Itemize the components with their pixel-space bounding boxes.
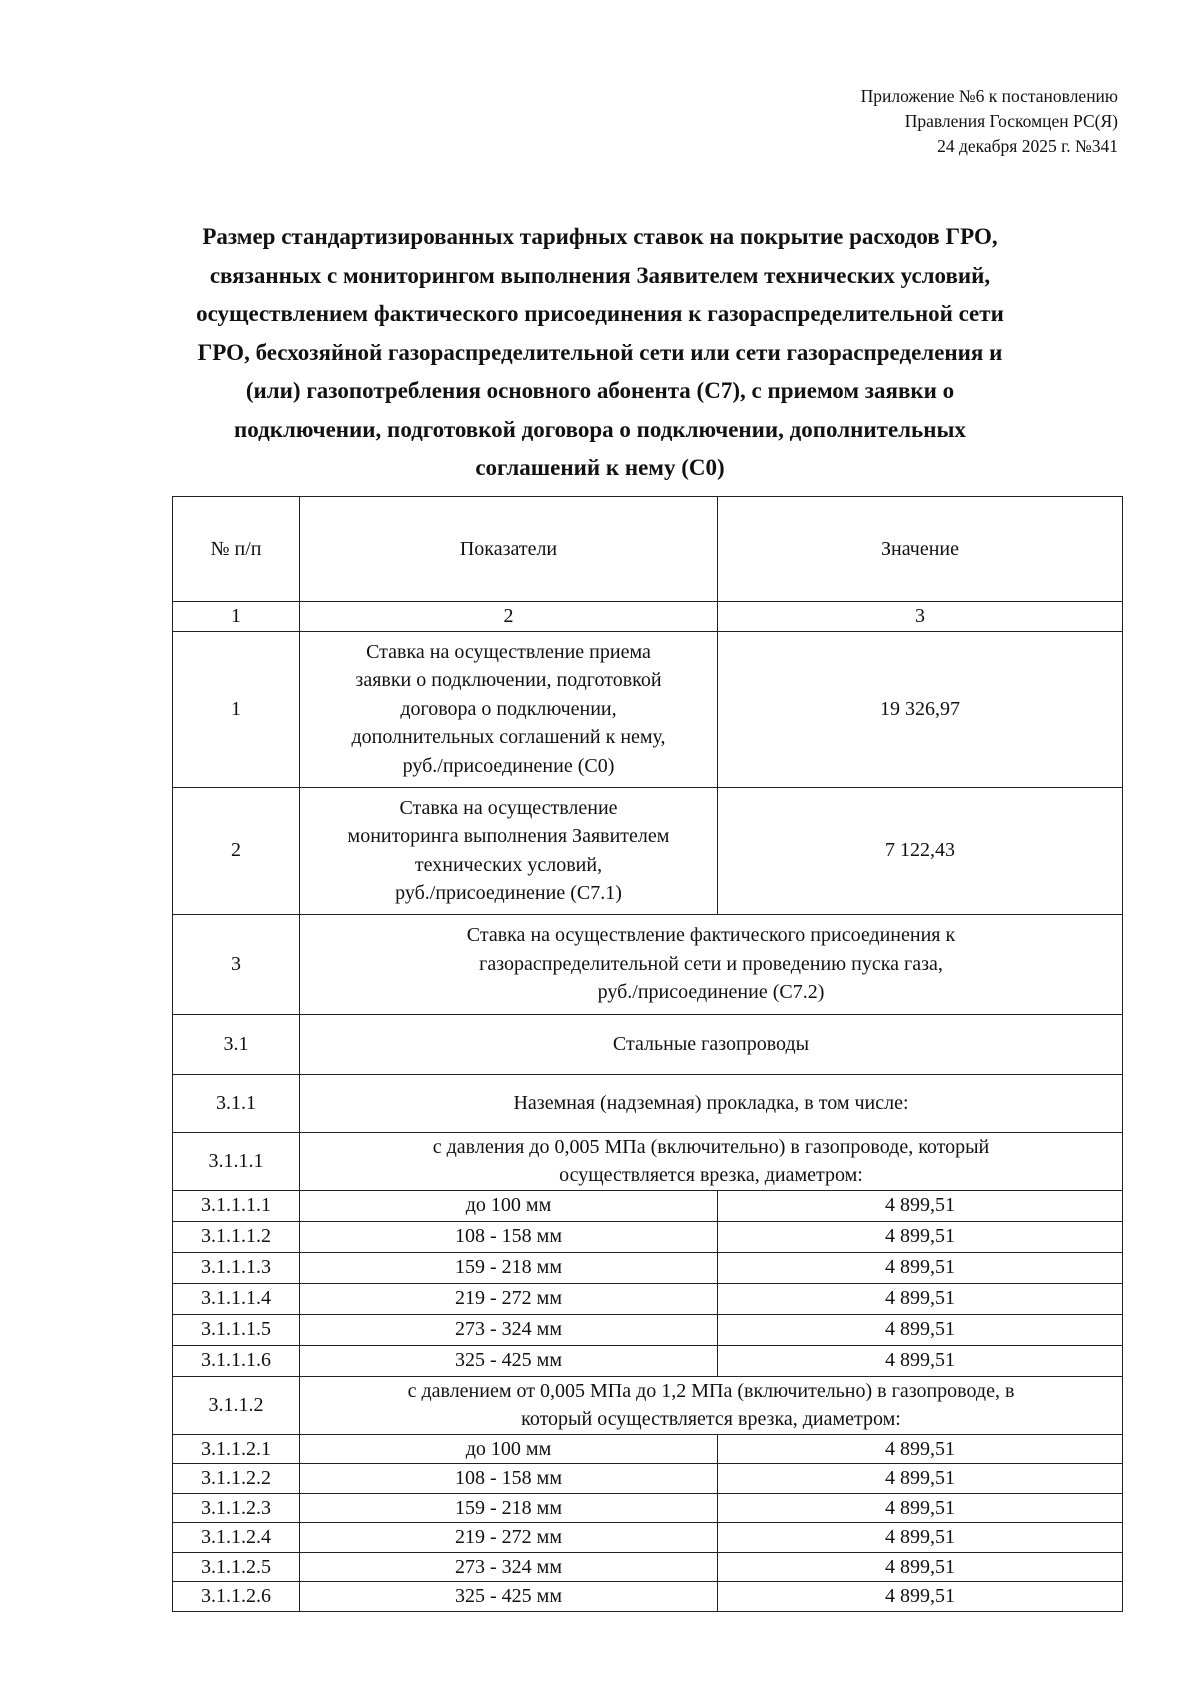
section-line: осуществляется врезка, диаметром: — [559, 1164, 863, 1186]
row-number: 3.1.1.1.2 — [173, 1221, 300, 1252]
table-row — [173, 1582, 1123, 1612]
column-header-value: Значение — [718, 497, 1123, 602]
indicator-line: мониторинга выполнения Заявителем — [347, 825, 670, 847]
row-number: 2 — [173, 787, 300, 914]
indicator-line: руб./присоединение (С0) — [402, 754, 615, 777]
table-row — [173, 1221, 1123, 1252]
row-number: 3.1.1.1.1 — [173, 1190, 300, 1221]
row-number: 3 — [173, 914, 300, 1014]
diameter-label: 108 - 158 мм — [300, 1221, 718, 1252]
section-row — [173, 1132, 1123, 1190]
row-value: 4 899,51 — [718, 1190, 1123, 1221]
indicator-line: заявки о подключении, подготовкой — [355, 669, 662, 692]
row-indicator — [300, 914, 1123, 1014]
section-row — [173, 1376, 1123, 1434]
row-value: 4 899,51 — [718, 1221, 1123, 1252]
section-line: который осуществляется врезка, диаметром: — [521, 1408, 901, 1430]
table-row — [173, 914, 1123, 1014]
row-indicator: Стальные газопроводы — [300, 1014, 1123, 1074]
indicator-line: технических условий, — [414, 853, 603, 876]
column-number: 3 — [718, 602, 1123, 632]
table-row — [173, 1434, 1123, 1464]
diameter-label: до 100 мм — [300, 1434, 718, 1464]
diameter-label: 219 - 272 мм — [300, 1523, 718, 1553]
row-number: 3.1.1.1 — [173, 1132, 300, 1190]
title-line: соглашений к нему (С0) — [475, 455, 725, 480]
row-number: 3.1.1.2 — [173, 1376, 300, 1434]
table-row — [173, 1552, 1123, 1582]
row-number: 3.1.1.2.4 — [173, 1523, 300, 1553]
row-value: 4 899,51 — [718, 1252, 1123, 1283]
column-number: 1 — [173, 602, 300, 632]
title-line: осуществлением фактического присоединения к газораспределительной сети — [196, 301, 1004, 326]
row-number: 3.1.1.1.6 — [173, 1345, 300, 1376]
row-number: 3.1.1.1.5 — [173, 1314, 300, 1345]
column-number: 2 — [300, 602, 718, 632]
row-number: 3.1.1.2.6 — [173, 1582, 300, 1612]
appendix-header — [861, 84, 1118, 159]
row-number: 3.1.1 — [173, 1074, 300, 1132]
table-row — [173, 1014, 1123, 1074]
indicator-line: руб./присоединение (С7.2) — [597, 981, 825, 1004]
row-value: 4 899,51 — [718, 1464, 1123, 1494]
indicator-line: Ставка на осуществление фактического присоединения к — [466, 924, 956, 947]
diameter-label: 273 - 324 мм — [300, 1314, 718, 1345]
column-header-indicators: Показатели — [300, 497, 718, 602]
diameter-label: 325 - 425 мм — [300, 1582, 718, 1612]
table-header-row — [173, 497, 1123, 602]
table-row — [173, 631, 1123, 787]
indicator-line: договора о подключении, — [400, 697, 617, 720]
row-number: 3.1.1.1.4 — [173, 1283, 300, 1314]
row-value: 4 899,51 — [718, 1314, 1123, 1345]
row-value: 4 899,51 — [718, 1345, 1123, 1376]
row-indicator — [300, 631, 718, 787]
table-row — [173, 1345, 1123, 1376]
table-row — [173, 1190, 1123, 1221]
row-value: 19 326,97 — [718, 631, 1123, 787]
row-value: 4 899,51 — [718, 1582, 1123, 1612]
section-line: с давлением от 0,005 МПа до 1,2 МПа (включительно) в газопроводе, в — [407, 1379, 1015, 1402]
row-value: 7 122,43 — [718, 787, 1123, 914]
title-line: связанных с мониторингом выполнения Заявителем технических условий, — [209, 262, 991, 288]
diameter-label: до 100 мм — [300, 1190, 718, 1221]
diameter-label: 219 - 272 мм — [300, 1283, 718, 1314]
title-line: (или) газопотребления основного абонента (С7), с приемом заявки о — [245, 378, 955, 403]
diameter-label: 273 - 324 мм — [300, 1552, 718, 1582]
diameter-label: 325 - 425 мм — [300, 1345, 718, 1376]
indicator-line: газораспределительной сети и проведению пуска газа, — [479, 952, 943, 975]
table-row — [173, 1314, 1123, 1345]
section-line: с давления до 0,005 МПа (включительно) в газопроводе, который — [432, 1135, 990, 1158]
table-row — [173, 1252, 1123, 1283]
indicator-line: дополнительных соглашений к нему, — [351, 726, 666, 749]
title-line: Размер стандартизированных тарифных ставок на покрытие расходов ГРО, — [202, 224, 998, 249]
title-line: подключении, подготовкой договора о подключении, дополнительных — [234, 416, 966, 442]
table-row — [173, 1493, 1123, 1523]
row-indicator — [300, 787, 718, 914]
table-row — [173, 1464, 1123, 1494]
row-number: 3.1.1.2.3 — [173, 1493, 300, 1523]
indicator-line: Ставка на осуществление — [399, 796, 618, 819]
table-row — [173, 1523, 1123, 1553]
row-number: 3.1.1.2.2 — [173, 1464, 300, 1494]
tariff-table — [172, 496, 1123, 1612]
row-value: 4 899,51 — [718, 1283, 1123, 1314]
appendix-header-line: Правления Госкомцен РС(Я) — [904, 111, 1118, 131]
row-number: 3.1.1.1.3 — [173, 1252, 300, 1283]
indicator-line: Ставка на осуществление приема — [366, 640, 651, 663]
row-number: 3.1 — [173, 1014, 300, 1074]
row-number: 3.1.1.2.1 — [173, 1434, 300, 1464]
column-header-number: № п/п — [173, 497, 300, 602]
diameter-label: 159 - 218 мм — [300, 1493, 718, 1523]
appendix-header-line: 24 декабря 2025 г. №341 — [937, 136, 1118, 156]
row-number: 3.1.1.2.5 — [173, 1552, 300, 1582]
section-description — [300, 1132, 1123, 1190]
row-number: 1 — [173, 631, 300, 787]
row-value: 4 899,51 — [718, 1552, 1123, 1582]
table-row — [173, 1074, 1123, 1132]
row-value: 4 899,51 — [718, 1434, 1123, 1464]
diameter-label: 108 - 158 мм — [300, 1464, 718, 1494]
row-value: 4 899,51 — [718, 1523, 1123, 1553]
section-description — [300, 1376, 1123, 1434]
title-line: ГРО, бесхозяйной газораспределительной сети или сети газораспределения и — [197, 339, 1003, 365]
table-row — [173, 1283, 1123, 1314]
column-numbers-row — [173, 602, 1123, 632]
table-row — [173, 787, 1123, 914]
indicator-line: руб./присоединение (С7.1) — [395, 882, 622, 904]
diameter-label: 159 - 218 мм — [300, 1252, 718, 1283]
row-value: 4 899,51 — [718, 1493, 1123, 1523]
row-indicator: Наземная (надземная) прокладка, в том числе: — [300, 1074, 1123, 1132]
appendix-header-line: Приложение №6 к постановлению — [860, 86, 1118, 106]
document-title — [160, 218, 1040, 488]
